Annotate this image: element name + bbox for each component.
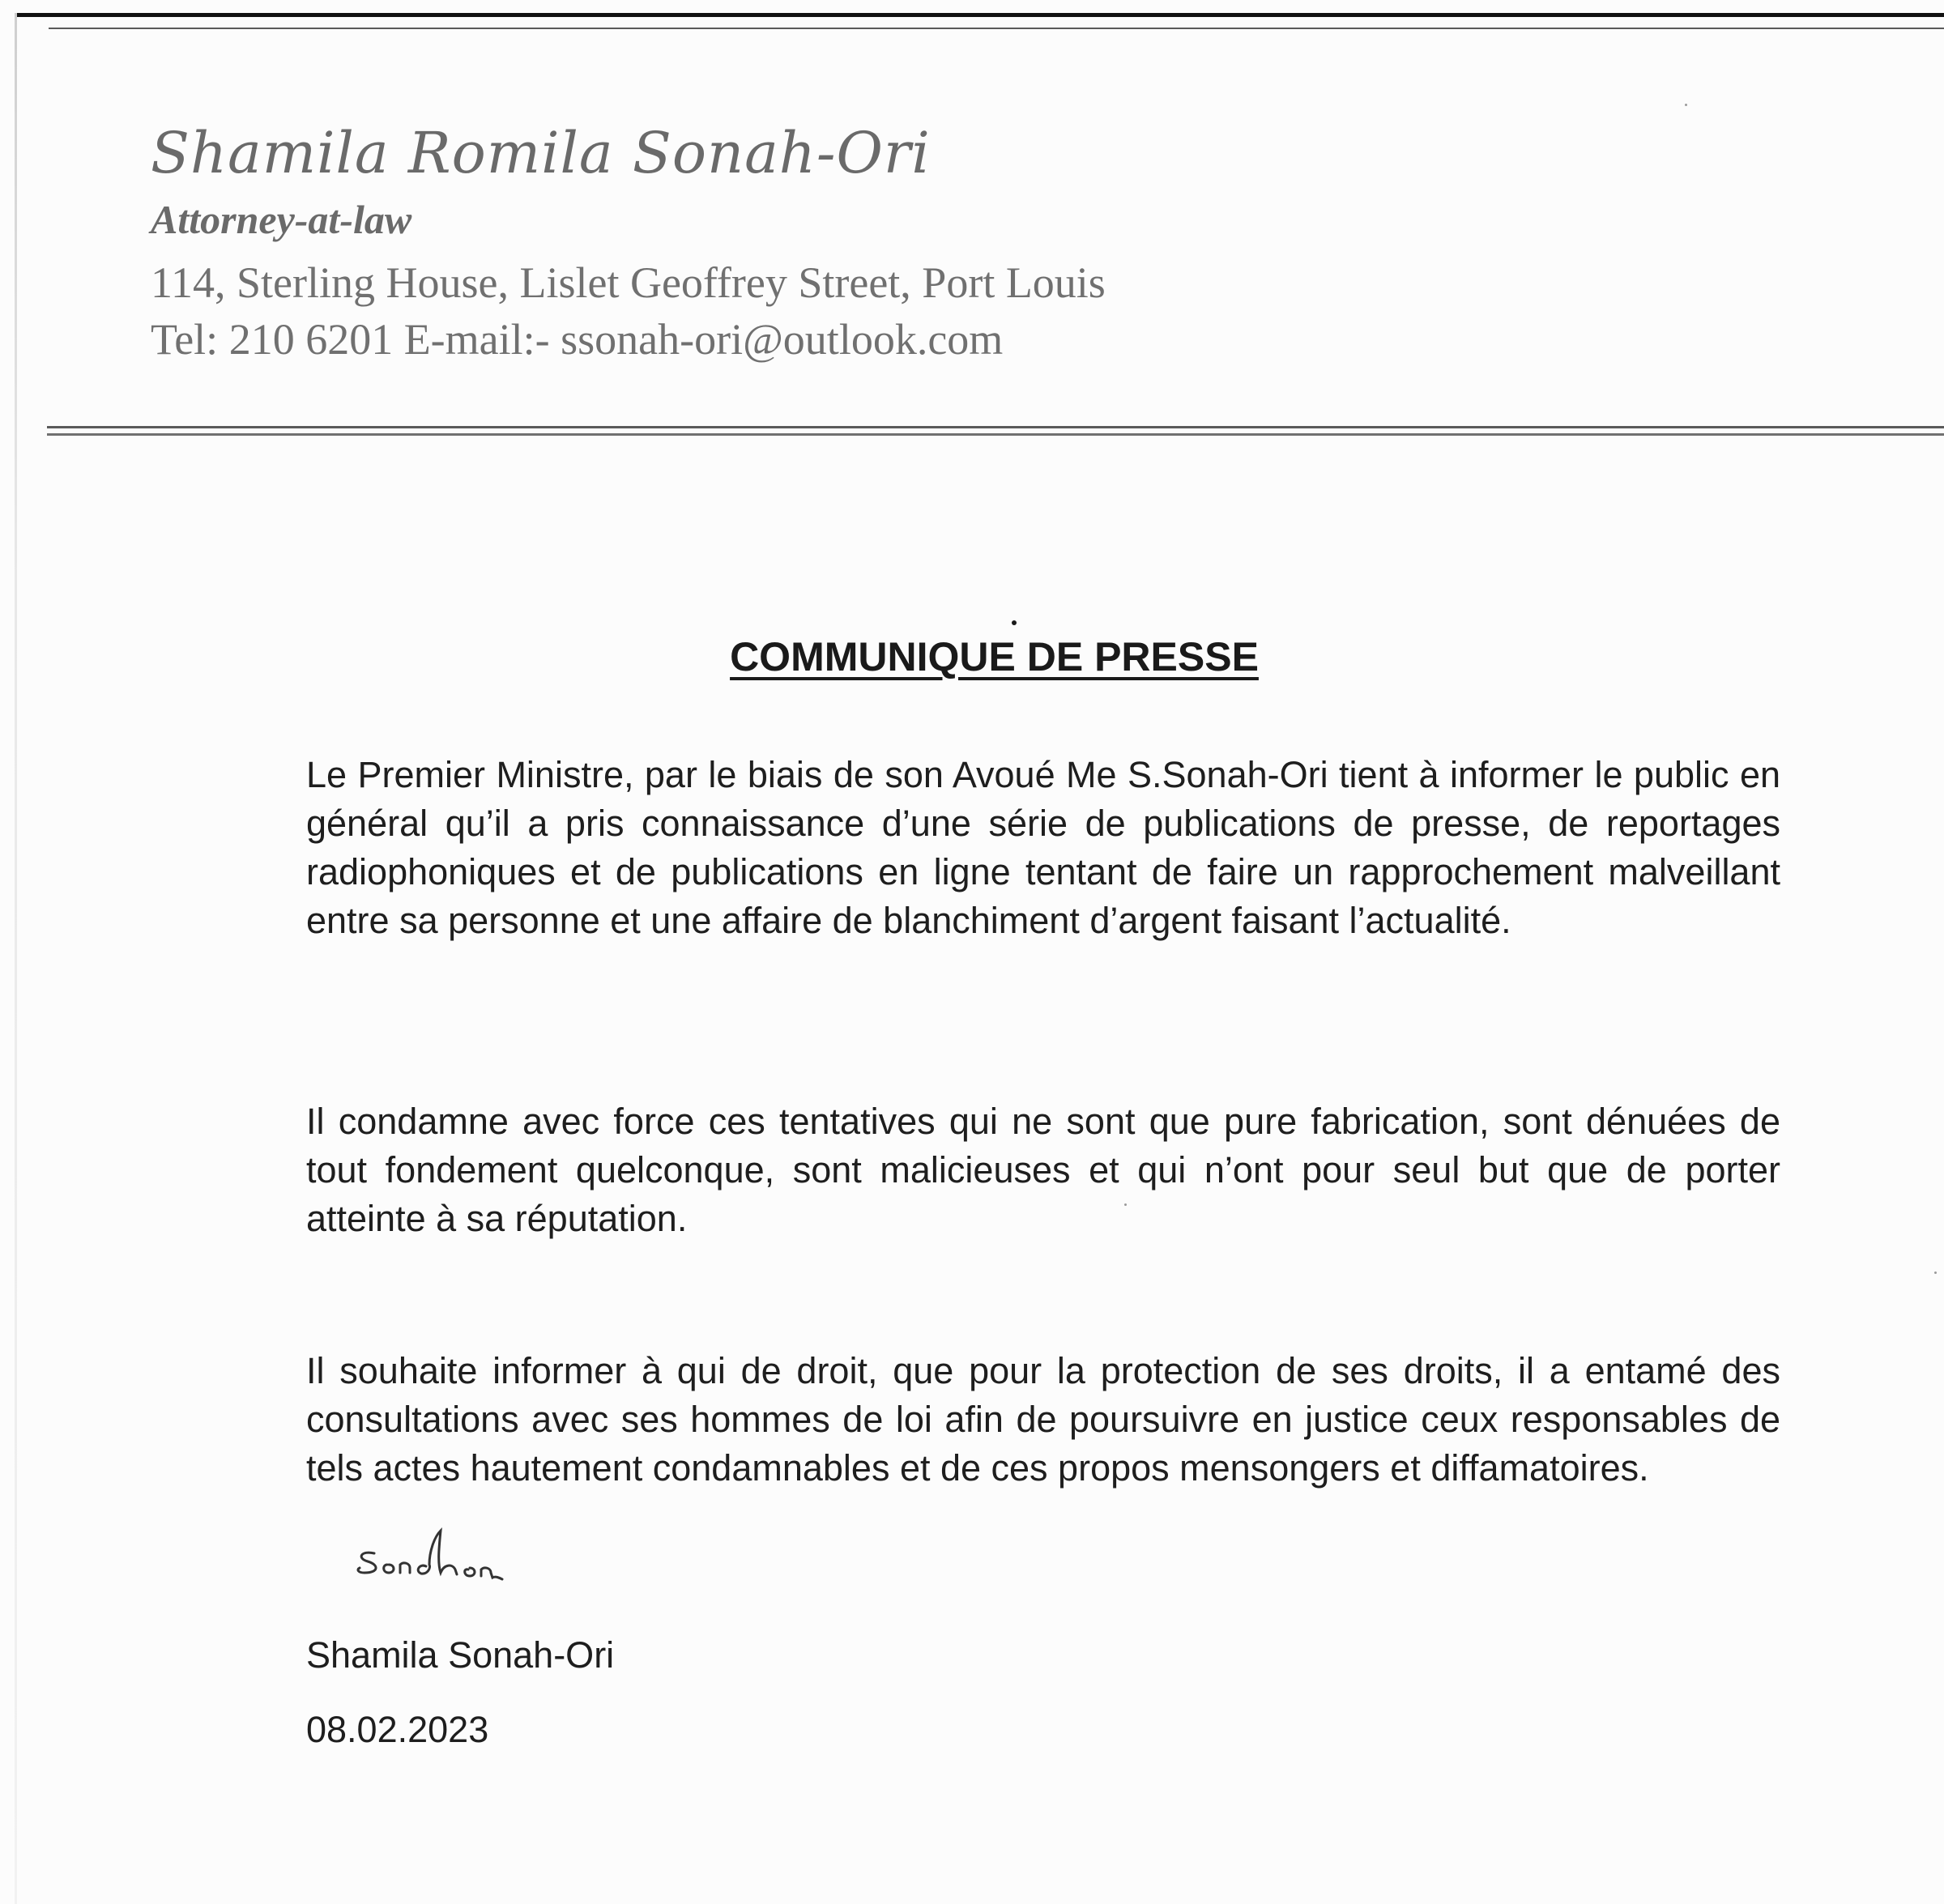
letterhead-name: Shamila Romila Sonah-Ori: [151, 120, 931, 186]
handwritten-signature: [350, 1523, 561, 1595]
letterhead-address: 114, Sterling House, Lislet Geoffrey Street, Port Louis: [151, 258, 1106, 307]
paragraph-1: Le Premier Ministre, par le biais de son Avoué Me S.Sonah-Ori tient à informer le public en général qu’il a pris connaissance d’une série de publications de presse, de reportages radiophoniques et de publications en ligne tentant de faire un rapprochement malveillant entre sa personne et une affaire de blanchiment d’argent faisant l’actualité.: [306, 754, 1780, 941]
letterhead-divider-second: [47, 433, 1944, 436]
letterhead-contact: Tel: 210 6201 E-mail:- ssonah-ori@outlook.com: [151, 315, 1004, 364]
scan-edge-top: [15, 13, 1944, 17]
handwritten-accent-mark: [1012, 620, 1017, 625]
document-heading: COMMUNIQUE DE PRESSE: [730, 634, 1259, 679]
scan-speck: [1685, 104, 1687, 106]
scan-speck: [1934, 1271, 1937, 1274]
scan-edge-left: [15, 13, 17, 1904]
scan-speck: [1124, 1203, 1127, 1206]
paragraph-3: Il souhaite informer à qui de droit, que pour la protection de ses droits, il a entamé des consultations avec ses hommes de loi afin de poursuivre en justice ceux responsables de tels actes hautement condamnables et de ces propos mensongers et diffamatoires.: [306, 1350, 1780, 1489]
paragraph-2: Il condamne avec force ces tentatives qui ne sont que pure fabrication, sont dénuées de tout fondement quelconque, sont malicieuses et qui n’ont pour seul but que de porter atteinte à sa réputation.: [306, 1101, 1780, 1239]
document-date: 08.02.2023: [306, 1709, 489, 1750]
top-rule: [49, 28, 1944, 29]
signatory-name: Shamila Sonah-Ori: [306, 1634, 615, 1676]
letterhead-title: Attorney-at-law: [151, 197, 412, 242]
letterhead-divider: [47, 426, 1944, 428]
